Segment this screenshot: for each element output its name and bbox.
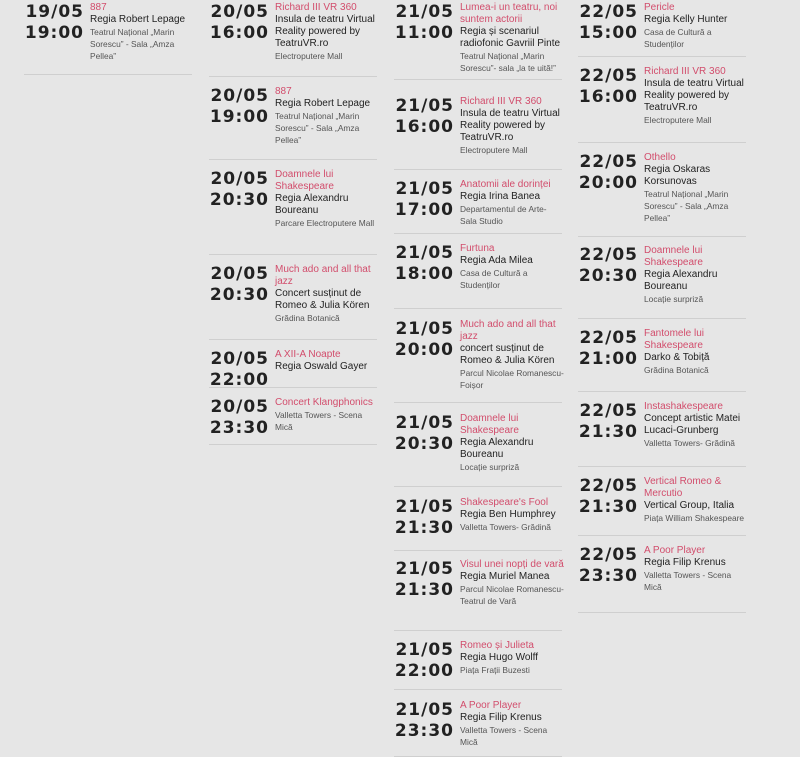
- event-title-link[interactable]: Richard III VR 360: [275, 2, 357, 13]
- event-venue: Valletta Towers - Scena Mică: [460, 725, 548, 747]
- event-venue: Teatrul Național „Marin Sorescu” - Sala „Amza Pellea”: [90, 27, 175, 61]
- event-venue: Valletta Towers - Scena Mică: [275, 410, 363, 432]
- event-info: [460, 640, 564, 676]
- event-date: 20/05: [210, 397, 269, 417]
- event-venue: Electroputere Mall: [460, 145, 528, 155]
- event-info: [644, 2, 748, 50]
- event-venue: Parcare Electroputere Mall: [275, 218, 375, 228]
- event-time: 20:00: [578, 173, 638, 193]
- event-title-link[interactable]: Anatomii ale dorinței: [460, 179, 551, 190]
- event-datetime: [394, 413, 454, 455]
- event-title-link[interactable]: A XII-A Noapte: [275, 349, 341, 360]
- event-date: 22/05: [579, 476, 638, 496]
- event-title-link[interactable]: Doamnele lui Shakespeare: [644, 245, 703, 268]
- event-date: 22/05: [579, 401, 638, 421]
- event-info: [460, 700, 564, 748]
- event-date: 22/05: [579, 245, 638, 265]
- event-time: 22:00: [209, 370, 269, 390]
- event-time: 23:30: [394, 721, 454, 741]
- event-date: 21/05: [395, 96, 454, 116]
- event-datetime: [394, 497, 454, 539]
- event-time: 20:30: [209, 190, 269, 210]
- event-venue: Teatrul Național „Marin Sorescu” - Sala „Amza Pellea”: [275, 111, 360, 145]
- event-date: 20/05: [210, 169, 269, 189]
- event-venue: Teatrul Național „Marin Sorescu” - Sala „Amza Pellea”: [644, 189, 729, 223]
- event-venue: Grădina Botanică: [644, 365, 709, 375]
- event-title-link[interactable]: Furtuna: [460, 243, 495, 254]
- event-time: 20:30: [578, 266, 638, 286]
- event-time: 11:00: [394, 23, 454, 43]
- event-date: 21/05: [395, 413, 454, 433]
- event-date: 21/05: [395, 243, 454, 263]
- event-info: [275, 2, 379, 62]
- event-item: [209, 395, 377, 445]
- event-date: 22/05: [579, 66, 638, 86]
- event-title-link[interactable]: Fantomele lui Shakespeare: [644, 328, 705, 351]
- event-item: [578, 474, 746, 536]
- event-title-link[interactable]: Pericle: [644, 2, 675, 13]
- event-info: [275, 397, 379, 433]
- event-date: 21/05: [395, 497, 454, 517]
- event-info: [460, 497, 564, 533]
- event-datetime: [394, 2, 454, 44]
- event-director: Regia Oswald Gayer: [275, 361, 368, 372]
- event-time: 21:00: [578, 349, 638, 369]
- event-info: [644, 245, 748, 305]
- event-title-link[interactable]: Much ado and all that jazz: [460, 319, 556, 342]
- event-director: Regia Alexandru Boureanu: [644, 269, 718, 292]
- event-director: Regia Alexandru Boureanu: [275, 193, 349, 216]
- event-datetime: [578, 66, 638, 108]
- event-time: 21:30: [578, 422, 638, 442]
- event-title-link[interactable]: Visul unei nopți de vară: [460, 559, 564, 570]
- event-info: [275, 169, 379, 229]
- event-venue: Departamentul de Arte- Sala Studio: [460, 204, 547, 226]
- event-info: [644, 401, 748, 449]
- event-datetime: [209, 2, 269, 44]
- event-item: [24, 0, 192, 75]
- event-item: [394, 557, 562, 631]
- event-time: 19:00: [209, 107, 269, 127]
- event-venue: Casa de Cultură a Studenților: [460, 268, 528, 290]
- event-date: 21/05: [395, 2, 454, 22]
- event-datetime: [394, 243, 454, 285]
- event-info: [460, 96, 564, 156]
- event-datetime: [394, 179, 454, 221]
- event-time: 16:00: [394, 117, 454, 137]
- event-title-link[interactable]: Richard III VR 360: [460, 96, 542, 107]
- event-datetime: [209, 169, 269, 211]
- event-datetime: [394, 319, 454, 361]
- event-item: [394, 638, 562, 690]
- event-venue: Valletta Towers - Scena Mică: [644, 570, 732, 592]
- event-director: Regia Robert Lepage: [275, 98, 371, 109]
- event-date: 22/05: [579, 545, 638, 565]
- event-director: Regia Irina Banea: [460, 191, 541, 202]
- event-venue: Casa de Cultură a Studenților: [644, 27, 712, 49]
- event-venue: Teatrul Național „Marin Sorescu”- sala „la te uită!”: [460, 51, 556, 73]
- event-time: 23:30: [209, 418, 269, 438]
- event-time: 21:30: [578, 497, 638, 517]
- event-venue: Valletta Towers- Grădină: [460, 522, 551, 532]
- event-info: [460, 179, 564, 227]
- event-date: 21/05: [395, 559, 454, 579]
- event-datetime: [578, 152, 638, 194]
- event-info: [275, 86, 379, 146]
- event-info: [90, 2, 194, 62]
- event-info: [644, 476, 748, 524]
- event-director: Regia Alexandru Boureanu: [460, 437, 534, 460]
- event-title-link[interactable]: A Poor Player: [644, 545, 706, 556]
- event-director: Regia Muriel Manea: [460, 571, 550, 582]
- event-info: [460, 243, 564, 291]
- event-time: 21:30: [394, 518, 454, 538]
- event-item: [578, 326, 746, 392]
- event-datetime: [578, 401, 638, 443]
- event-item: [394, 0, 562, 80]
- event-director: Insula de teatru Virtual Reality powered by TeatruVR.ro: [644, 78, 744, 113]
- event-title-link[interactable]: Othello: [644, 152, 676, 163]
- event-director: Concept artistic Matei Lucaci-Grunberg: [644, 413, 741, 436]
- event-time: 20:00: [394, 340, 454, 360]
- event-time: 23:30: [578, 566, 638, 586]
- event-datetime: [394, 559, 454, 601]
- event-datetime: [578, 545, 638, 587]
- event-item: [578, 150, 746, 237]
- event-director: Regia Filip Krenus: [644, 557, 726, 568]
- event-venue: Piața Frații Buzesti: [460, 665, 530, 675]
- event-director: Regia Hugo Wolff: [460, 652, 539, 663]
- event-item: [578, 243, 746, 319]
- event-title-link[interactable]: Much ado and all that jazz: [275, 264, 371, 287]
- event-title-link[interactable]: Doamnele lui Shakespeare: [460, 413, 519, 436]
- event-item: [578, 399, 746, 467]
- event-time: 20:30: [394, 434, 454, 454]
- event-item: [209, 84, 377, 160]
- event-director: Vertical Group, Italia: [644, 500, 735, 511]
- event-info: [644, 328, 748, 376]
- event-item: [394, 411, 562, 487]
- event-director: Regia Ada Milea: [460, 255, 533, 266]
- event-venue: Grădina Botanică: [275, 313, 340, 323]
- event-datetime: [209, 86, 269, 128]
- event-director: concert susținut de Romeo & Julia Kören: [460, 343, 555, 366]
- event-director: Regia Filip Krenus: [460, 712, 542, 723]
- event-venue: Parcul Nicolae Romanescu- Foișor: [460, 368, 564, 390]
- event-time: 18:00: [394, 264, 454, 284]
- event-venue: Locație surpriză: [460, 462, 520, 472]
- event-venue: Locație surpriză: [644, 294, 704, 304]
- event-director: Regia Robert Lepage: [90, 14, 186, 25]
- event-info: [460, 2, 564, 74]
- event-datetime: [578, 328, 638, 370]
- event-title-link[interactable]: Shakespeare's Fool: [460, 497, 549, 508]
- event-time: 16:00: [209, 23, 269, 43]
- event-director: Regia Kelly Hunter: [644, 14, 728, 25]
- event-item: [394, 698, 562, 757]
- event-director: Regia Oskaras Korsunovas: [644, 164, 711, 187]
- event-venue: Electroputere Mall: [644, 115, 712, 125]
- event-time: 21:30: [394, 580, 454, 600]
- event-datetime: [209, 264, 269, 306]
- event-date: 21/05: [395, 179, 454, 199]
- event-date: 20/05: [210, 264, 269, 284]
- event-date: 22/05: [579, 328, 638, 348]
- event-datetime: [209, 397, 269, 439]
- event-item: [578, 64, 746, 143]
- event-venue: Parcul Nicolae Romanescu- Teatrul de Vară: [460, 584, 564, 606]
- event-datetime: [24, 2, 84, 44]
- event-director: Insula de teatru Virtual Reality powered by TeatruVR.ro: [275, 14, 375, 49]
- event-datetime: [394, 700, 454, 742]
- event-datetime: [578, 476, 638, 518]
- event-director: Darko & Tobiță: [644, 352, 710, 363]
- event-info: [644, 545, 748, 593]
- event-datetime: [578, 2, 638, 44]
- event-date: 21/05: [395, 319, 454, 339]
- event-venue: Electroputere Mall: [275, 51, 343, 61]
- event-title-link[interactable]: Concert Klangphonics: [275, 397, 373, 408]
- event-director: Concert susținut de Romeo & Julia Kören: [275, 288, 370, 311]
- event-date: 20/05: [210, 86, 269, 106]
- event-title-link[interactable]: 887: [90, 2, 107, 13]
- event-date: 20/05: [210, 349, 269, 369]
- event-item: [394, 317, 562, 403]
- event-item: [209, 0, 377, 77]
- event-item: [209, 347, 377, 388]
- event-time: 15:00: [578, 23, 638, 43]
- event-info: [275, 264, 379, 324]
- event-director: Regia și scenariul radiofonic Gavriil Pinte: [460, 26, 561, 49]
- event-item: [578, 543, 746, 613]
- event-title-link[interactable]: A Poor Player: [460, 700, 522, 711]
- event-time: 22:00: [394, 661, 454, 681]
- event-info: [460, 319, 564, 391]
- event-item: [394, 177, 562, 234]
- event-item: [394, 94, 562, 170]
- event-title-link[interactable]: Lumea-i un teatru, noi suntem actorii: [460, 2, 558, 25]
- event-date: 19/05: [25, 2, 84, 22]
- event-item: [578, 0, 746, 57]
- event-title-link[interactable]: Richard III VR 360: [644, 66, 726, 77]
- event-time: 16:00: [578, 87, 638, 107]
- event-title-link[interactable]: Romeo și Julieta: [460, 640, 534, 651]
- event-title-link[interactable]: Instashakespeare: [644, 401, 723, 412]
- event-datetime: [209, 349, 269, 391]
- event-director: Regia Ben Humphrey: [460, 509, 556, 520]
- event-item: [394, 495, 562, 551]
- event-info: [460, 413, 564, 473]
- event-date: 22/05: [579, 2, 638, 22]
- event-date: 21/05: [395, 640, 454, 660]
- event-venue: Valletta Towers- Grădină: [644, 438, 735, 448]
- event-date: 22/05: [579, 152, 638, 172]
- event-time: 17:00: [394, 200, 454, 220]
- event-item: [209, 167, 377, 255]
- event-director: Insula de teatru Virtual Reality powered by TeatruVR.ro: [460, 108, 560, 143]
- event-info: [644, 152, 748, 224]
- event-item: [394, 241, 562, 309]
- event-date: 20/05: [210, 2, 269, 22]
- event-time: 20:30: [209, 285, 269, 305]
- event-item: [209, 262, 377, 340]
- event-datetime: [394, 640, 454, 682]
- event-title-link[interactable]: Vertical Romeo & Mercutio: [644, 476, 722, 499]
- event-date: 21/05: [395, 700, 454, 720]
- event-time: 19:00: [24, 23, 84, 43]
- event-venue: Piața William Shakespeare: [644, 513, 745, 523]
- event-info: [460, 559, 564, 607]
- event-datetime: [578, 245, 638, 287]
- event-info: [644, 66, 748, 126]
- event-info: [275, 349, 379, 373]
- event-title-link[interactable]: Doamnele lui Shakespeare: [275, 169, 334, 192]
- event-title-link[interactable]: 887: [275, 86, 292, 97]
- event-datetime: [394, 96, 454, 138]
